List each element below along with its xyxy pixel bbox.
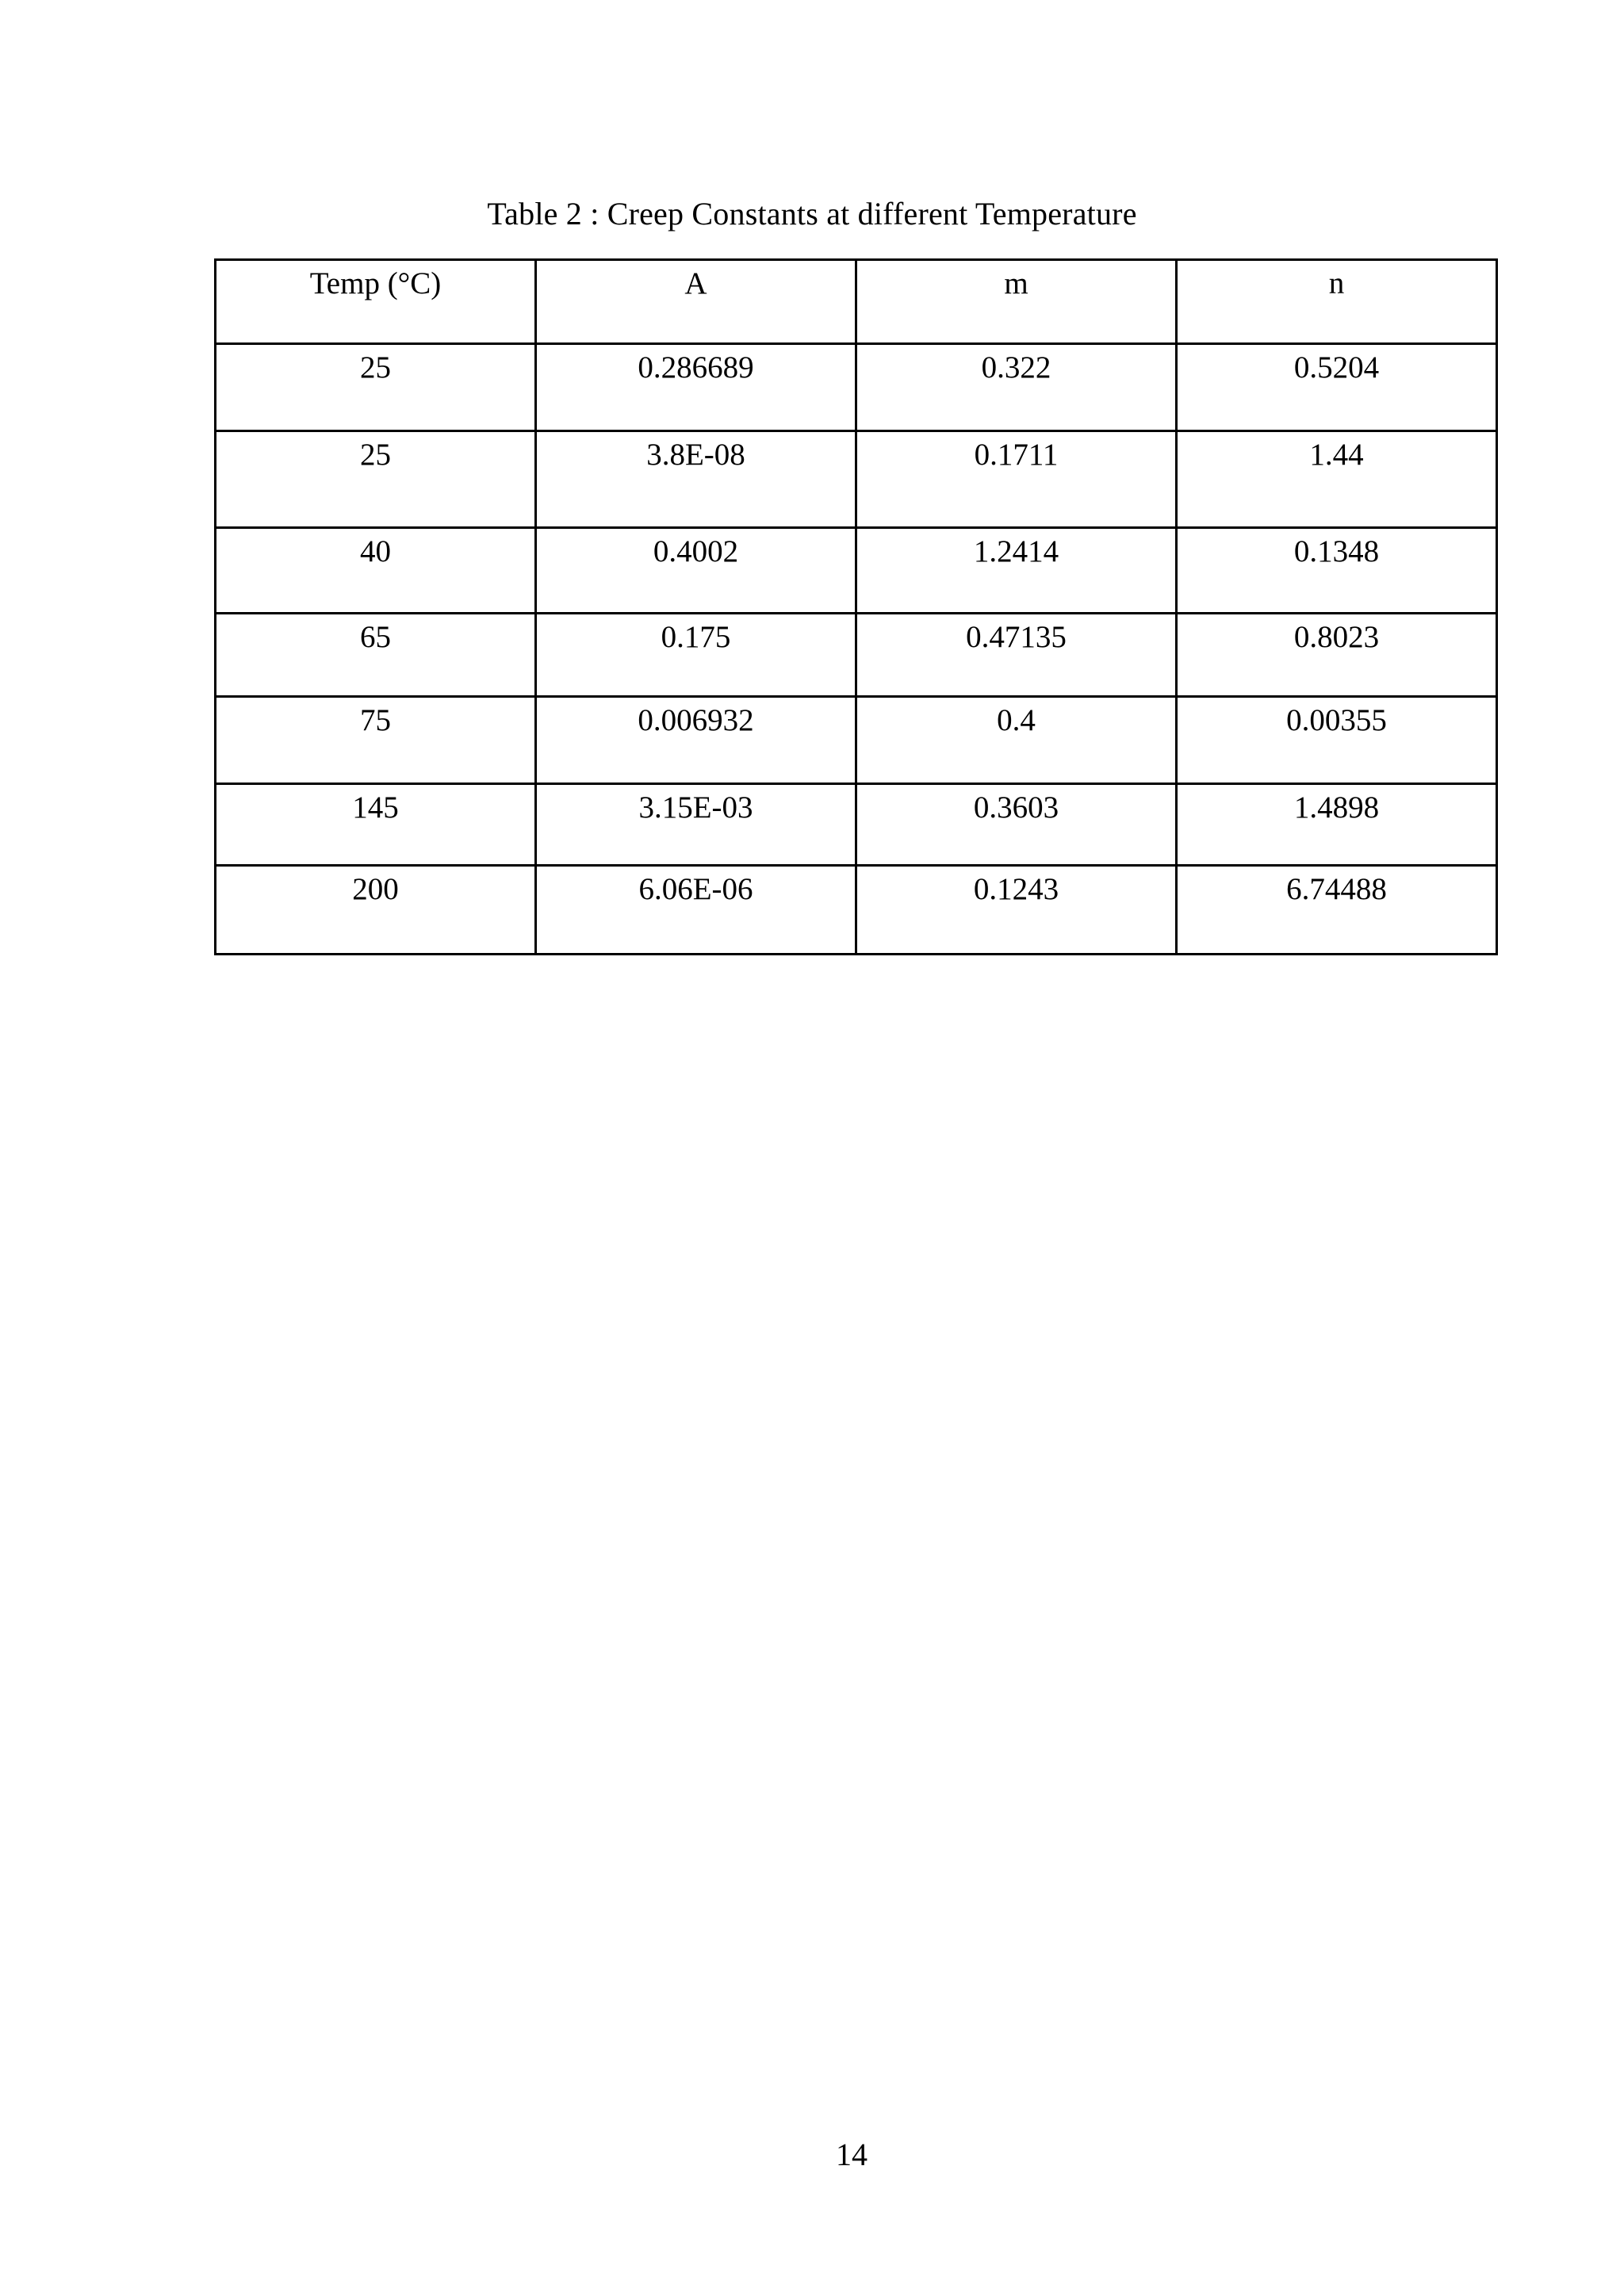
m-cell: 1.2414	[856, 528, 1177, 614]
a-cell: 6.06E-06	[536, 866, 856, 955]
a-cell: 0.286689	[536, 344, 856, 431]
table-header-row	[216, 260, 1497, 344]
temp-cell: 200	[216, 866, 536, 955]
m-cell: 0.322	[856, 344, 1177, 431]
header-cell-m: m	[856, 260, 1177, 344]
n-cell: 0.5204	[1177, 344, 1497, 431]
m-cell: 0.4	[856, 697, 1177, 784]
m-cell: 0.1711	[856, 431, 1177, 528]
temp-cell: 25	[216, 344, 536, 431]
m-cell: 0.1243	[856, 866, 1177, 955]
header-cell-temp: Temp (°C)	[216, 260, 536, 344]
table-row	[216, 697, 1497, 784]
a-cell: 3.15E-03	[536, 784, 856, 866]
m-cell: 0.3603	[856, 784, 1177, 866]
table-row	[216, 614, 1497, 697]
n-cell: 0.1348	[1177, 528, 1497, 614]
creep-constants-table	[214, 258, 1498, 955]
a-cell: 0.4002	[536, 528, 856, 614]
temp-cell: 65	[216, 614, 536, 697]
page-number: 14	[836, 2137, 868, 2172]
table-row	[216, 431, 1497, 528]
temp-cell: 75	[216, 697, 536, 784]
table-row	[216, 344, 1497, 431]
a-cell: 3.8E-08	[536, 431, 856, 528]
n-cell: 0.8023	[1177, 614, 1497, 697]
a-cell: 0.175	[536, 614, 856, 697]
header-cell-a: A	[536, 260, 856, 344]
header-cell-n: n	[1177, 260, 1497, 344]
n-cell: 0.00355	[1177, 697, 1497, 784]
table-row	[216, 866, 1497, 955]
temp-cell: 145	[216, 784, 536, 866]
n-cell: 6.74488	[1177, 866, 1497, 955]
temp-cell: 25	[216, 431, 536, 528]
table-row	[216, 528, 1497, 614]
n-cell: 1.4898	[1177, 784, 1497, 866]
n-cell: 1.44	[1177, 431, 1497, 528]
table-caption: Table 2 : Creep Constants at different Temperature	[487, 196, 1137, 232]
m-cell: 0.47135	[856, 614, 1177, 697]
a-cell: 0.006932	[536, 697, 856, 784]
table-row	[216, 784, 1497, 866]
temp-cell: 40	[216, 528, 536, 614]
